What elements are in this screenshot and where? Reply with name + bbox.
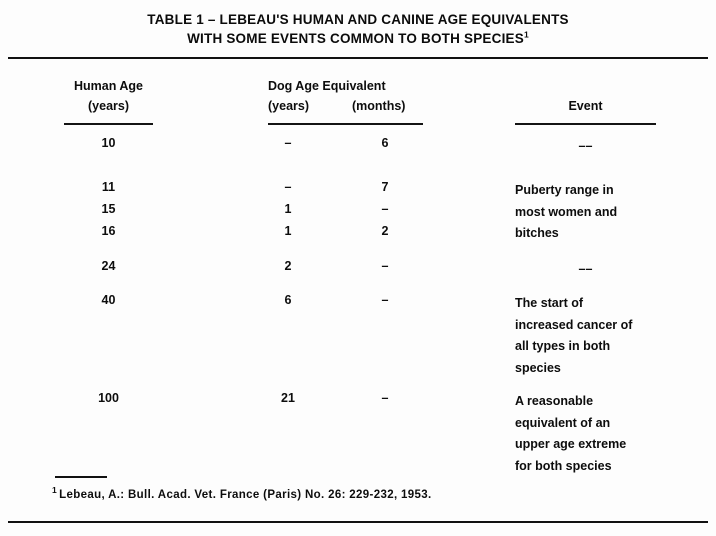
header-event: Event bbox=[568, 99, 603, 113]
event-line: equivalent of an bbox=[515, 415, 611, 430]
footnote-text: Lebeau, A.: Bull. Acad. Vet. France (Paris) No. 26: 229-232, 1953. bbox=[59, 489, 432, 501]
title-line-2 bbox=[0, 29, 716, 48]
cell-human-age: 10 bbox=[101, 136, 116, 150]
page-title bbox=[0, 10, 716, 48]
cell-human-age: 15 bbox=[101, 202, 116, 216]
event-line: all types in both bbox=[515, 339, 611, 353]
event-line: The start of bbox=[515, 296, 584, 310]
title-line-2-text: WITH SOME EVENTS COMMON TO BOTH SPECIES bbox=[187, 31, 524, 46]
event-line: increased cancer of bbox=[515, 317, 633, 332]
cell-event bbox=[515, 293, 711, 379]
cell-dog-months: 2 bbox=[381, 224, 389, 238]
cell-event bbox=[515, 180, 711, 245]
cell-human-age: 24 bbox=[101, 259, 116, 273]
header-rule-human bbox=[64, 123, 153, 125]
cell-dog-years: – bbox=[284, 180, 292, 194]
event-line: –– bbox=[578, 262, 593, 276]
event-line: upper age extreme bbox=[515, 437, 627, 451]
header-dog-age-equivalent: Dog Age Equivalent bbox=[268, 79, 386, 93]
table-bottom-rule bbox=[8, 521, 708, 523]
header-rule-event bbox=[515, 123, 656, 125]
cell-dog-months: – bbox=[381, 259, 389, 273]
event-line: –– bbox=[578, 139, 593, 153]
cell-human-age: 16 bbox=[101, 224, 116, 238]
footnote-rule bbox=[55, 476, 107, 478]
header-dog-months: (months) bbox=[352, 99, 406, 113]
footnote-marker: 1 bbox=[52, 485, 58, 496]
event-line: Puberty range in bbox=[515, 183, 614, 197]
cell-dog-months: – bbox=[381, 202, 389, 216]
cell-dog-years: 6 bbox=[284, 293, 292, 307]
cell-human-age: 100 bbox=[98, 391, 119, 405]
cell-dog-months: 7 bbox=[381, 180, 389, 194]
title-line-1: TABLE 1 – LEBEAU'S HUMAN AND CANINE AGE EQUIVALENTS bbox=[147, 12, 569, 27]
event-line: most women and bbox=[515, 204, 618, 219]
cell-dog-years: 21 bbox=[281, 391, 295, 405]
cell-event bbox=[515, 391, 711, 477]
cell-dog-years: 1 bbox=[284, 224, 292, 238]
cell-dog-months: 6 bbox=[381, 136, 389, 150]
header-human-age: Human Age bbox=[74, 79, 143, 93]
title-footnote-marker: 1 bbox=[523, 29, 529, 40]
cell-human-age: 40 bbox=[101, 293, 116, 307]
cell-dog-years: – bbox=[284, 136, 292, 150]
cell-dog-years: 2 bbox=[284, 259, 292, 273]
event-line: species bbox=[515, 360, 561, 375]
header-dog-years: (years) bbox=[268, 99, 309, 113]
cell-event bbox=[515, 259, 656, 281]
cell-dog-months: – bbox=[381, 391, 389, 405]
cell-dog-years: 1 bbox=[284, 202, 292, 216]
event-line: for both species bbox=[515, 458, 612, 473]
footnote bbox=[52, 485, 432, 501]
table-top-rule bbox=[8, 57, 708, 59]
header-rule-dog bbox=[268, 123, 423, 125]
cell-human-age: 11 bbox=[101, 180, 116, 194]
cell-event bbox=[515, 136, 656, 158]
cell-dog-months: – bbox=[381, 293, 389, 307]
header-human-age-units: (years) bbox=[88, 99, 129, 113]
event-line: bitches bbox=[515, 226, 559, 240]
event-line: A reasonable bbox=[515, 394, 594, 408]
